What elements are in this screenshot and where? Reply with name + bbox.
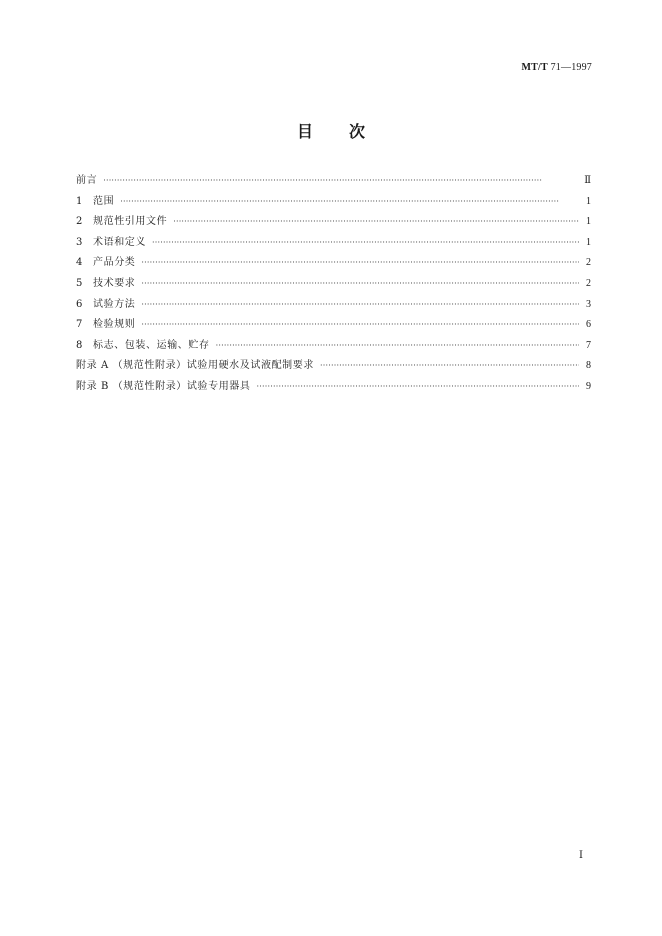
toc-entry-label: 标志、包装、运输、贮存 [93, 339, 210, 351]
toc-entry-page: 7 [586, 339, 591, 351]
toc-entry-label: 检验规则 [93, 319, 136, 331]
standard-code [522, 62, 592, 73]
toc-leader-dots [152, 233, 579, 254]
toc-entry-6[interactable] [76, 295, 591, 316]
toc-entry-2[interactable] [76, 212, 591, 233]
toc-leader-dots [141, 274, 579, 295]
page-number: Ⅰ [579, 850, 583, 861]
toc-entry-page: 2 [586, 257, 591, 269]
toc-entry-page: 8 [586, 360, 591, 372]
toc-entry-page: 6 [586, 319, 591, 331]
standard-code-number: 71—1997 [547, 62, 592, 73]
toc-entry-5[interactable] [76, 274, 591, 295]
toc-entry-number: 5 [76, 277, 83, 289]
toc-leader-dots [216, 336, 579, 357]
toc-entry-page: 1 [586, 236, 591, 248]
toc-entry-page: 1 [586, 195, 591, 207]
toc-entry-label: 附录 A （规范性附录）试验用硬水及试液配制要求 [76, 360, 314, 372]
toc-entry-label: 范围 [93, 195, 115, 207]
toc-leader-dots [103, 171, 579, 192]
toc-entry-1[interactable] [76, 192, 591, 213]
toc-leader-dots [141, 253, 579, 274]
toc-entry-label: 术语和定义 [93, 236, 146, 248]
toc-entry-number: 1 [76, 195, 83, 207]
toc-entry-label: 产品分类 [93, 257, 136, 269]
standard-code-prefix: MT/T [521, 62, 548, 73]
toc-leader-dots [141, 295, 579, 316]
toc-entry-number: 2 [76, 216, 83, 228]
toc-entry-label: 前言 [76, 175, 98, 186]
table-of-contents [76, 171, 591, 398]
toc-leader-dots [173, 212, 579, 233]
toc-entry-number: 7 [76, 319, 83, 331]
toc-leader-dots [257, 377, 579, 398]
toc-entry-page: 9 [586, 380, 591, 392]
toc-entry-label: 技术要求 [93, 277, 136, 289]
toc-entry-page: 2 [586, 277, 591, 289]
toc-entry-number: 6 [76, 298, 83, 310]
toc-leader-dots [320, 356, 579, 377]
toc-entry-7[interactable] [76, 315, 591, 336]
toc-entry-preface[interactable] [76, 171, 591, 192]
toc-entry-page: 3 [586, 298, 591, 310]
toc-entry-3[interactable] [76, 233, 591, 254]
toc-leader-dots [141, 315, 579, 336]
toc-entry-number: 3 [76, 236, 83, 248]
toc-entry-appendix-a[interactable] [76, 356, 591, 377]
toc-entry-page: 1 [586, 216, 591, 228]
toc-entry-4[interactable] [76, 253, 591, 274]
toc-leader-dots [120, 192, 579, 213]
toc-entry-label: 规范性引用文件 [93, 216, 168, 228]
toc-entry-8[interactable] [76, 336, 591, 357]
toc-entry-number: 8 [76, 339, 83, 351]
page-title: 目次 [296, 122, 401, 141]
toc-entry-page: Ⅱ [584, 175, 591, 186]
toc-entry-label: 附录 B （规范性附录）试验专用器具 [76, 380, 251, 392]
toc-entry-label: 试验方法 [93, 298, 136, 310]
toc-entry-appendix-b[interactable] [76, 377, 591, 398]
toc-entry-number: 4 [76, 257, 83, 269]
